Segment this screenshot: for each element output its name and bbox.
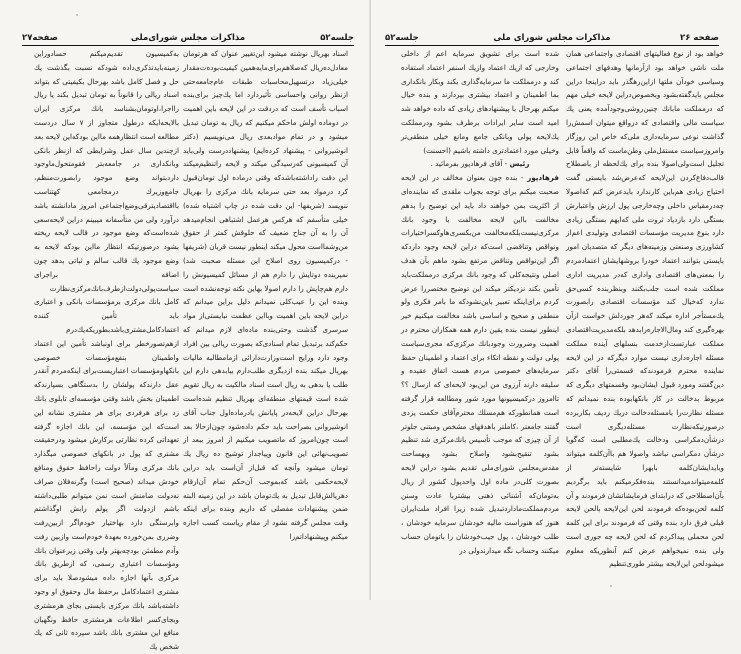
paragraph: شده است برای تشویق سرمایه اعم از داخلی وخارجی که ازیك اعتماد وازیك اسنفر اعتماد استفاده کند و درمملکت ما سرمایه‌گذاری بکند وبکار بانکداری بما اطمینان و اعتماد بیشتری بپردازند و بنده خیال میکنم بهرحال با پیشنهادهای زیادی که داده خواهد شد امید است سایر ایرادات برطرف بشود ودرمملکت یك‌لایحه پولی وبانکی جامع ومانع خیلی منطقی‌تر وخیلی مورد اعتمادتری داشته باشیم (احسنت): [401, 49, 559, 155]
speaker-text: - بنده چون بعنوان مخالف در این لایحه صحبت میکنم برای توجه بجواب ملقدی که نماینده‌ای از اکثریت بمن خواهند داد باید این توضیح را بدهم مخالفت بااین لایحه مخالفت با وجود بانك مرکزی‌نیست‌بلکه‌مخالفت من‌بکسری‌هاوکسراختیارات ونواقص وتناقضی است‌که دراین لایحه وجود داردکه اگر این‌نواقص وتناقض مرتفع بشود ماهم بآن هدف اصلی ونتیجه‌کلی که وجود بانك مرکزی درمملکت‌باید تأمین بکند نزدیکتر میکند این توضیح مختصررا عرض کردم برای‌اینکه تعبیر باین‌نشود‌که ما بامر فکری ولو منطقی و صحیح و اساسی باشد مخالفت میکنیم خیر اینطور نیست بنده یقین دارم همه همکاران محترم در اهمیت وضرورت وجودبانك مرکزی‌که مجری‌سیاست پولی دولت و نقطه اتکاء برای اعتماد و اطمینان حفظ سرمایه‌های خصوصی مردم هست اتفاق عقیده و سلیقه دارند آرزوی من این‌بود لایحه‌ای که ازسال ؟؟ تاامروز درکمیسیونها مورد شور ومطالعه قرار گرفته است همانطورکه هم‌مسلك محترم‌آقای حکمت یزدی گفتند جامعتر ،کاملتر باهدفهای مشخص ومبتنی جلوتر از آن چیزی که موجب تأسیس بانك‌مرکزی شد تنظیم بشود تنقیح‌بشود واصلاح بشود وبهساحت مقدس‌مجلس شورای‌ملی تقدیم بشود دراین لایحه بصورت کلی‌در ماده اول واحدپول کشور از ریال به‌تومان‌که آشنائی ذهنی بیشتربا عادت وسنن مردم‌مملکت‌ماداردتبدیل شده زیرا افراد ملت‌ایران هنوز که هنوزاست مالیه خودشان سرمایه خودشان ، طلب خودشان ، پول جیب‌خودشان را باتومان حساب میکنند وحساب نگه میدارندولی در: [401, 173, 559, 555]
text-column-right: [566, 47, 724, 571]
speaker-name: فرهادپور: [527, 173, 559, 183]
speaker-turn: [401, 157, 559, 171]
scan-speck: [76, 14, 78, 16]
running-header: [22, 30, 354, 46]
running-title: مذاکرات مجلس شورای ملی: [493, 33, 611, 43]
page-27: [0, 0, 370, 652]
paragraph: به‌کمیسیون تقدیم‌میکنم حسادوراین زمینه‌بایدتذکری‌داده شودکه نسبت بگذشت یك حل و فصل کامل باشد بهرحال بکیفیتی که بتواند اسناد ریالی را قانوناً به تومان تبدیل بکند یا ریال رااجرا،اوتومان‌بشناسد بانك مرکزی ایران بالایحه‌ایکه درطول متجاوز از ۷ سال دردست مطالعه است انتظارهمه مااین بودکه‌این لایحه بعد ازچندین سال عمل وشرایطی که ازنظر بانکی وبانکداری در جامعه‌بتر فقومتحول‌ماوجود داردبتواند وضع موجود رابصورت‌منظم، جامع‌وزیرك درمجامعی کهتناسب بااقتصادیترقی‌وضع‌اجتماعی امروز مادانشته باشد درآورد ولی من متأسفانه میبینم دراین لایحه‌سعی شده‌است‌که وضع موجود در قالب لایحه ریخته بشود درصورتیکه انتظار مااین بودکه لایحه به وضع موجود یك قالب سالم و ثباتی بدهد چون اضافه براجرای سیاست‌پولی‌دولت‌ازطرف‌بانك‌مرکزی‌نظارت کامل بانك مرکزی برمؤسسات بانکی و اعتباری باید تأمین کننده اعتمادکامل‌مشتری‌باشدبطوریکه‌یك‌درم ازهم‌تصورخطر برای اونباشد تأمین این اعتماد واطمینان بنفع‌مؤسسات خصوصی بانکهاومؤسسات اعتباریست‌برای اینکه‌مردم آنقدر عقل دارندکه پولشان را بدستگاهی بسپارندکه اطمینان بخش باشد وقتی مؤسسه‌ای تابلوی بانك زد برای هرفردی برای هر مشتری نشانه این است‌که این مؤسسه، این بانك اجازه گرفته تعهداتی کرده نظارتی برکارش میشود ودرحقیقت مشتری که پول در بانکهای خصوصی میگذارد بانك مرکزی ومآلاً دولت راحافظ حقوق ومنافع خودش میداند (صحیح است) وگرنه‌فلان صراف نه‌دولت ضامنش است نمن میتوانم طلبی‌داشته باشم ازدولت اگر پولم رابش اوگذاشتم وابرستگی دارد بهاختیار خودم‌اگر ازبین‌رفت وضرری بمن‌خورده بعهدهٔ خودم‌است وازبین رفت وآدم مطمئن بودچه‌بهتر ولی وقتی زیرعنوان بانك ومؤسسات اعتباری رسمی، که ازطریق بانك مرکزی بآنها اجازه داده میشودصلا باید برای مشتری اعتمادکامل برحفظ مال وحقوق او وجود داشته‌باشد بانك مرکزی بایستی بجای هرمشتری وبجای‌کسر اطلاعات هرمشتری حافظ ونگهبان منافع این مشتری بانك باشد سپرده ثانی که یك شخص یك: [34, 49, 179, 652]
session-label: جلسه۵۲: [385, 33, 419, 43]
running-title: مذاکرات مجلس شورای‌ملی: [130, 33, 246, 43]
scan-speck: [610, 585, 612, 587]
page-26: [371, 0, 741, 600]
speaker-turn: [401, 171, 559, 557]
running-header: [385, 30, 719, 46]
page-number: صفحه ۲۶: [680, 33, 719, 43]
scan-speck: [122, 570, 124, 572]
text-column-left: [401, 47, 559, 557]
speaker-name: رئیس: [509, 159, 530, 169]
speaker-text: - آقای فرهادپور بفرمائید .: [430, 159, 510, 169]
paragraph: اسناد بهریال نوشته میشود این‌تغییر عنوان که هرتومان معادل‌ده‌ریال که‌صلاهم‌برای‌مایه‌همین کیفیت‌بوده‌ت‌مقدار خیلی‌زیاد درتسهیل‌محاسبات طبقات عام‌جامعه‌حتی ازنظر روانی واحساسی تأثیردارد اما یك‌چیز برای‌بنده اسباب تأسف است که دردقت در این لایحه باین اهمیت در دوماده اولش ماحکم میکنیم که ریال به تومان تبدیل میشود و در تمام مواد‌بعدی ریال می‌نویسیم (دکتر انوشیروانی - پیشنهاد کرده‌ایم) پیشنهاددرست ولی‌باید آن کمیسیونی که‌رسیدگی میکند و لایحه راتنظیم‌میکند این دقت راداشته‌باشدکه وقتی درماده اول تومان‌قبول کرد درمواد بعد حتی سرمایه بانك مرکزی را بهریال ننویسد (شریفها- این دقت شده در چاپ اشتباه شده) خیلی متأسفم که هرکس هرعمل اشتباهی انجام‌میدهد آن را به آن جناح ضعیف که حلوقش کمتر از حقوق من‌وشما‌است محول میکند اینطور نیست قربان (شریفها - درکمیسیون روی اصلاح این مسئله صحبت شد) نمیرینده دوتایش را دارم هم از مسائل کمیسیونش را دارم هم‌چاپش را دارم اصولا بهاین نکته توجه‌نشده است وبنده این را عیب‌کلی نمیدانم دلیل براین میدانم که دراین لایحه باین اهمیت وبااین عظمت نبایستی‌از مواد سرسری گذشت وحتی‌بنده ماده‌ای لازم میدانم که حکم‌کند برتبدیل تمام اسنادی‌که بصورت ریالی بین افراد وجود دارد ورایج است‌وزارت‌دارائی ازمامطالبه مالیات بهریال میکند بنده ازدیگری طلب‌دارم بیابدهی دارم این طلب یا بدهی به ریال است اسناد مالکیت به ریال تقویم شده است قیمتهای منطقه‌ای بهریال تنظیم شده‌است بهرحال دراین لایحه‌در پایانش یادرماده‌اول جناب آقای انوشیروانی بصراحت باید حکم داده‌شود چون‌ازحالا بعد است چون‌امروز که ماتصویب میکنیم از امروز ببعد از تصویب‌نهائی این قانون وپیاجداز توشیح ده ریال یك تومان میشود وآنچه که قبل‌از آن‌است باید دراین لایحه‌حکمی باشد که‌بموجب آن‌حکم تمام آن‌ارقام دهریالش‌قابل تبدیل به یك‌تومان باشد در این زمینه البته ضمن پیشنهادات مفصلی که داریم وبنده برای اینکه وقت مجلس گرفته نشود از مقام ریاست کسب اجازه میکنم وپیشنهاداتم‌را: [183, 49, 348, 541]
text-column-right: [183, 47, 348, 544]
text-column-left: [34, 47, 179, 654]
session-label: جلسه۵۲: [320, 33, 354, 43]
paragraph: خواهد بود از نوع فعالیتهای اقتصادی واجتماعی همان ملت ناشی خواهد بود ازآرمانها وهدفهای اجتماعی وسیاسی خودآن ملتها ازاین‌رهگذر باید دراینجا دراین مجلس بایدگفته‌بشود وبخصوص‌دراین لایحه خیلی مهم که درمملکت مابانك چنین‌روشی‌وجودآمده یعنی یك سیاست مالی واقتصادی که درواقع میتوان اسمش‌را گذاشت نوعی سرمایه‌داری ملی‌که خاص این روزگار وامروزسیاست مستقل‌ملی وطن‌ماست که واقعاً قابل تجلیل است‌ولی‌اصولا بنده برای یك‌لحظه از باصطلاح قالب‌دفاع‌کردن این‌لایحه که‌عرض‌شد بایستی گفت احتیاج زیادی هم‌باین کارندارد باید‌عرض کنم که‌اصولا چه‌درمقیاس داخلی وچه‌خارجی پول ارزش واعتبارش بستگی دارد بازدیاد ثروت ملی که‌ایهم بستگی زیادی دارد بنوع مدیریت مؤسسات اقتصادی وتولیدی اعم‌از کشاورزی وصنعتی وزمینه‌های دیگر که متصدیان امور بایستی بتوانند اعتماد خودرا بروشهایشان اعتمادمردم را بمعنی‌های اقتصادی واداری که‌در مدیریت اداری مملکت شده است جلب‌بکنند وبنظربنده کسی‌حق ندارد که‌خیال کند مؤسسات اقتصادی رابصورت یك‌مستأجر اداره میکند که‌هر جوردلش خواست ازآن بهره‌گیری کند ومال‌الاجاره‌رابدهد بلکه‌مدیریت‌اقتصادی مملکت عبارتست‌ازخدمت بنسلهای آینده مملکت مسئله اجاره‌داری نیست موارد دیگرکه در این لایحه نماینده محترم فرمودندکه قسمتی‌را آقای دکتر دین‌گفتند ومورد قبول ایشان‌بود وقسمتهای دیگری که مربوط بدخالت در کار بانکهابوده بنده نمیدانم که مسئله نظارت‌را بامسئله‌دخالت دریك ردیف بکاربرده درصورتیکه‌نظارت مسئله‌دیگری است درشأن‌دمکراسی ودخالت یك‌مطلبی است که‌گویا درشأن دمکراسی نباشد واصولا هم باآن‌کلمه میتواند وبایدایشان‌کلمه بابهرا شایسته‌تر از کلمه‌میتواندمیدانستند بنده‌فکرمیکنم باید برگردیم بآن‌اصطلاحی که درابتدای فرمایشاتشان فرمودند و آن کلمه لحن‌بوده‌که فرمودند لحن این‌لایحه بالحن لایحه قبلی فرق دارد بنده وقتی که فرمودند برای این کلمه لحن محملی پیداکردم که لحن لایحه چه جوری است ولی بنده نمیخواهم عرض کنم آنطوریکه معلوم میشودلحن این‌لایحه بیشتر طوری‌تنظیم: [565, 49, 724, 569]
page-number: صفحه۲۷: [22, 33, 59, 43]
